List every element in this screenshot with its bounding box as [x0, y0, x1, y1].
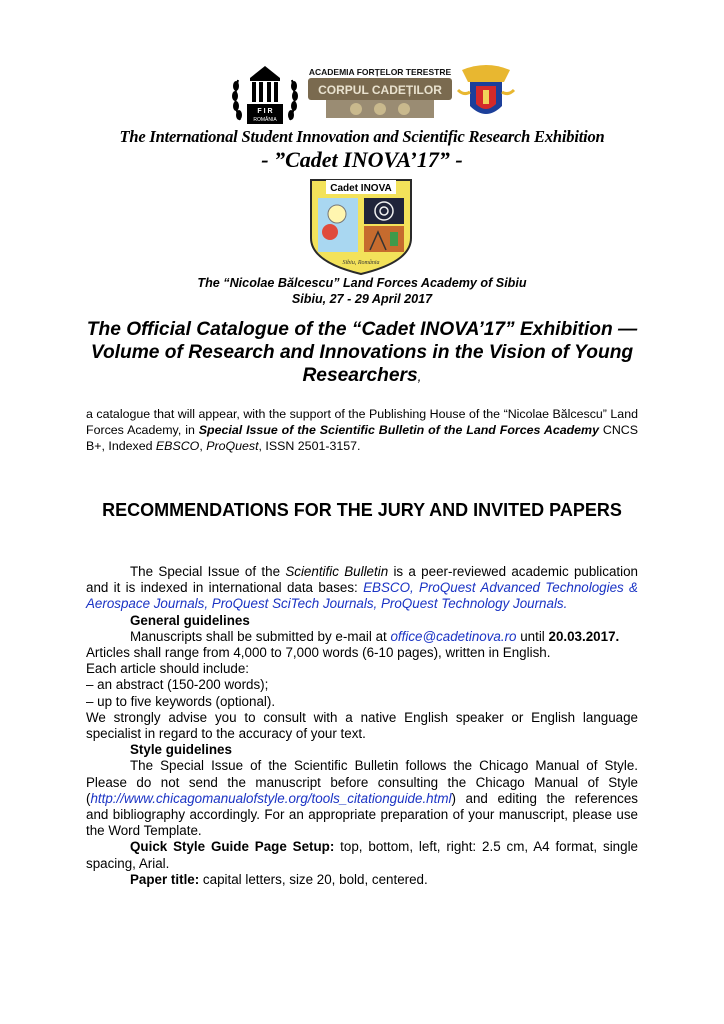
academy-logo [306, 64, 454, 120]
include-line: Each article should include: [86, 661, 250, 677]
advice-paragraph: We strongly advise you to consult with a native English speaker or English language specialist in regard to the accuracy of your text. [86, 709, 638, 742]
catalogue-intro [86, 406, 638, 454]
general-guidelines-heading: General guidelines [130, 612, 250, 628]
p1-bulletin: Scientific Bulletin [285, 564, 389, 579]
crest-title: Cadet INOVA [330, 183, 392, 194]
email-link[interactable]: office@cadetinova.ro [390, 628, 517, 644]
chicago-link[interactable]: http://www.chicagomanualofstyle.org/tools_citationguide.html [90, 790, 452, 806]
intro-text-4: , ISSN 2501-3157. [258, 439, 361, 453]
svg-text:F I R: F I R [257, 108, 273, 115]
venue-name: The “Nicolae Bălcescu” Land Forces Academy of Sibiu [197, 276, 527, 290]
coat-of-arms-logo [456, 62, 516, 128]
style-paragraph [86, 758, 638, 839]
intro-proquest: ProQuest [206, 439, 259, 453]
catalogue-title [80, 318, 644, 388]
exhibition-title: The International Student Innovation and Scientific Research Exhibition [119, 127, 605, 146]
svg-text:ACADEMIA FORȚELOR TERESTRE: ACADEMIA FORȚELOR TERESTRE [308, 67, 452, 77]
intro-ebsco: EBSCO [155, 439, 200, 453]
venue-block [0, 275, 724, 307]
header-logos [0, 62, 724, 128]
list-item: – an abstract (150-200 words); [86, 677, 269, 693]
intro-bulletin-name: Special Issue of the Scientific Bulletin of the Land Forces Academy [198, 423, 599, 437]
intro-text-3: , [199, 439, 207, 453]
intro-text: a catalogue that will appear, with the support of the Publishing House of the “Nicolae Bălcescu” Land Forces Academy, in [86, 407, 638, 437]
length-line: Articles shall range from 4,000 to 7,000 words (6-10 pages), written in English. [86, 645, 551, 661]
paper-title-text: capital letters, size 20, bold, centered. [199, 871, 428, 887]
catalogue-title-text: The Official Catalogue of the “Cadet INOVA’17” Exhibition — Volume of Research and Innovations in the Vision of Young Researchers [86, 319, 638, 386]
page-setup-text: top, bottom, left, right: 2.5 cm, A4 format, single spacing, Arial. [86, 839, 638, 871]
database-links[interactable]: EBSCO, ProQuest Advanced Technologies & Aerospace Journals, ProQuest SciTech Journals, ProQuest Technology Journals. [86, 580, 638, 612]
venue-dates: Sibiu, 27 - 29 April 2017 [291, 292, 433, 306]
style-guidelines-heading: Style guidelines [130, 742, 232, 758]
cadet-inova-crest [306, 176, 416, 276]
paper-title-paragraph [86, 872, 638, 888]
recommendations-heading: RECOMMENDATIONS FOR THE JURY AND INVITED PAPERS [102, 500, 622, 520]
intro-text-2: CNCS B+, Indexed [86, 423, 638, 453]
submit-text-2: until [516, 628, 549, 644]
svg-text:ROMÂNIA: ROMÂNIA [253, 117, 277, 123]
deadline-date: 20.03.2017. [548, 628, 620, 644]
catalogue-title-comma: , [417, 368, 422, 384]
page-setup-label: Quick Style Guide Page Setup: [130, 839, 335, 855]
indexing-paragraph [86, 564, 638, 613]
paper-title-label: Paper title: [130, 871, 200, 887]
crest-caption: Sibiu, România [342, 260, 380, 266]
style-text: The Special Issue of the Scientific Bulletin follows the Chicago Manual of Style. Please do not send the manuscript before consulting the Chicago Manual of Style ( [86, 758, 638, 806]
p1-text-2: is a peer-reviewed academic publication and it is indexed in international data bases: [86, 564, 638, 596]
svg-text:CORPUL CADEȚILOR: CORPUL CADEȚILOR [318, 83, 442, 97]
submission-paragraph [86, 629, 638, 645]
page-setup-paragraph [86, 839, 638, 871]
style-text-2: ) and editing the references and bibliography accordingly. For an appropriate preparation of your manuscript, please use the Word Template. [86, 790, 638, 839]
fir-logo [230, 62, 300, 128]
exhibition-subtitle: - ”Cadet INOVA’17” - [261, 147, 463, 172]
list-item: – up to five keywords (optional). [86, 693, 276, 709]
p1-text: The Special Issue of the [130, 564, 286, 579]
recommendations-body [86, 564, 638, 888]
submit-text: Manuscripts shall be submitted by e-mail at [130, 628, 391, 644]
